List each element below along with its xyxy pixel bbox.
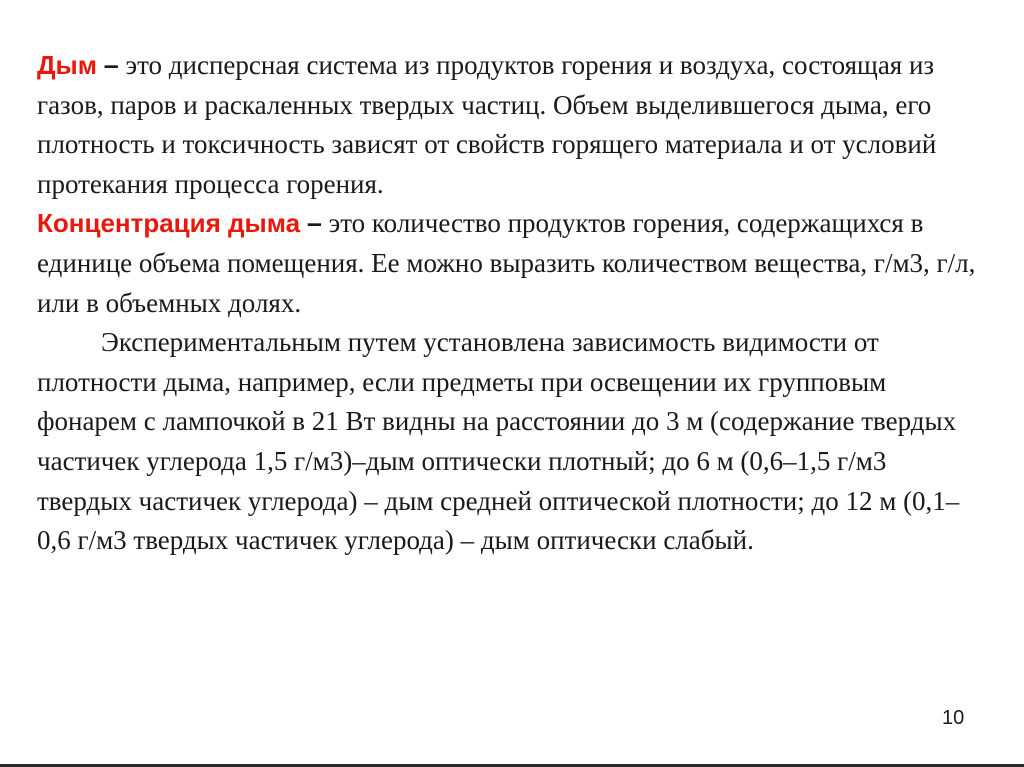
slide-content bbox=[37, 46, 987, 561]
term-smoke: Дым bbox=[37, 50, 97, 80]
term-smoke-concentration: Концентрация дыма bbox=[37, 208, 301, 239]
definition-smoke-concentration-text: это количество продуктов горения, содержащихся в единице объема помещения. Ее можно выразить количеством вещества, г/м3, г/л, или в объемных долях. bbox=[37, 208, 976, 318]
definition-smoke-concentration bbox=[37, 204, 987, 323]
definition-smoke-text: это дисперсная система из продуктов горения и воздуха, состоящая из газов, паров и раскаленных твердых частиц. Объем выделившегося дыма, его плотность и токсичность зависят от свойств горящего материала и от условий протекания процесса горения. bbox=[37, 50, 937, 199]
term-dash: – bbox=[306, 208, 322, 239]
definition-smoke bbox=[37, 46, 987, 204]
page-number: 10 bbox=[942, 707, 965, 729]
visibility-paragraph: Экспериментальным путем установлена зависимость видимости от плотности дыма, например, если предметы при освещении их групповым фонарем с лампочкой в 21 Вт видны на расстоянии до 3 м (содержание твердых частичек углерода 1,5 г/м3)–дым оптически плотный; до 6 м (0,6–1,5 г/м3 твердых частичек углерода) – дым средней оптической плотности; до 12 м (0,1–0,6 г/м3 твердых частичек углерода) – дым оптически слабый. bbox=[37, 327, 960, 556]
term-dash: – bbox=[103, 50, 119, 80]
